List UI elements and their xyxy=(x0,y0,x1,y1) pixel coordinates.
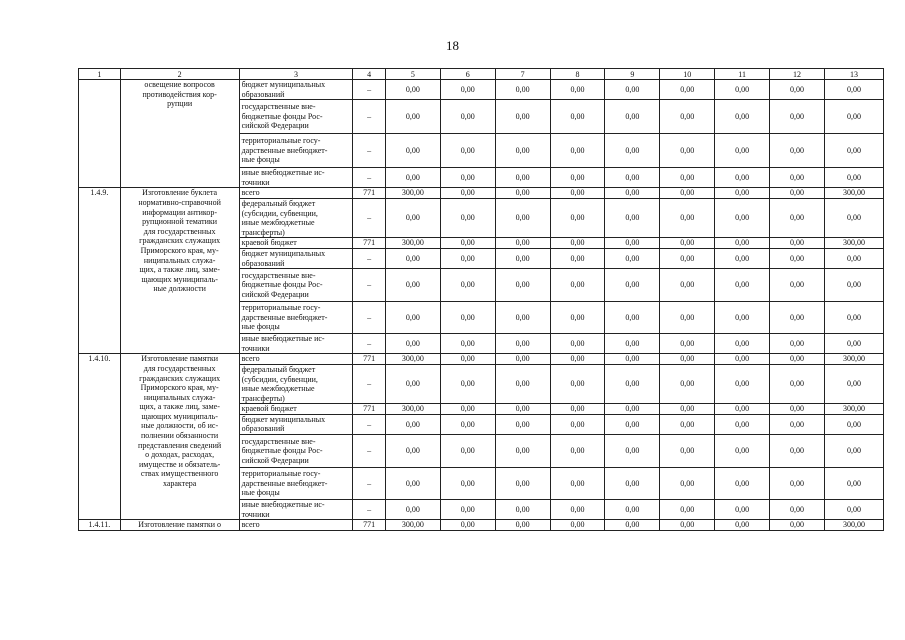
cell-value: 0,00 xyxy=(385,100,440,134)
funding-source: государственные вне- бюджетные фонды Рос- сийской Федерации xyxy=(239,100,353,134)
item-name: Изготовление памятки для государственных гражданских служащих Приморского края, му- ниципальных служа- щих, а также лиц, заме- щающих муниципаль- ные должности, об ис- полнении обязанности представления сведений о доходах, расходах, имуществе и обязатель- ствах имущественного характера xyxy=(120,354,239,520)
cell-value: 0,00 xyxy=(660,520,715,531)
cell-value: 300,00 xyxy=(824,354,883,365)
cell-value: 0,00 xyxy=(770,80,825,100)
funding-source: бюджет муниципальных образований xyxy=(239,248,353,268)
cell-value: 300,00 xyxy=(824,520,883,531)
cell-value: 0,00 xyxy=(385,248,440,268)
cell-value: 0,00 xyxy=(550,354,605,365)
cell-value: 0,00 xyxy=(660,198,715,237)
cell-value: 0,00 xyxy=(715,435,770,468)
funding-source: всего xyxy=(239,188,353,199)
cell-value: 0,00 xyxy=(605,100,660,134)
table-row xyxy=(79,188,884,199)
cell-value: 0,00 xyxy=(605,500,660,520)
cell-col4: – xyxy=(353,414,386,434)
cell-value: 0,00 xyxy=(715,188,770,199)
cell-value: 0,00 xyxy=(605,80,660,100)
cell-value: 0,00 xyxy=(550,134,605,168)
funding-source: территориальные госу- дарственные внебюджет- ные фонды xyxy=(239,302,353,334)
cell-value: 0,00 xyxy=(660,364,715,403)
cell-col4: – xyxy=(353,302,386,334)
cell-value: 0,00 xyxy=(660,269,715,302)
cell-value: 0,00 xyxy=(440,354,495,365)
cell-value: 0,00 xyxy=(495,100,550,134)
column-number: 8 xyxy=(550,69,605,80)
cell-value: 0,00 xyxy=(550,100,605,134)
cell-value: 0,00 xyxy=(715,500,770,520)
cell-value: 0,00 xyxy=(495,520,550,531)
cell-value: 0,00 xyxy=(495,198,550,237)
funding-source: территориальные госу- дарственные внебюджет- ные фонды xyxy=(239,468,353,500)
cell-value: 0,00 xyxy=(550,168,605,188)
cell-value: 0,00 xyxy=(824,269,883,302)
cell-value: 0,00 xyxy=(660,404,715,415)
cell-value: 300,00 xyxy=(385,238,440,249)
cell-value: 0,00 xyxy=(605,520,660,531)
funding-source: всего xyxy=(239,354,353,365)
cell-col4: 771 xyxy=(353,238,386,249)
cell-value: 0,00 xyxy=(770,334,825,354)
cell-value: 0,00 xyxy=(495,334,550,354)
cell-value: 0,00 xyxy=(495,364,550,403)
cell-col4: – xyxy=(353,134,386,168)
item-code: 1.4.11. xyxy=(79,520,121,531)
cell-value: 0,00 xyxy=(770,188,825,199)
cell-value: 0,00 xyxy=(715,100,770,134)
cell-value: 0,00 xyxy=(660,100,715,134)
cell-value: 0,00 xyxy=(550,404,605,415)
cell-value: 0,00 xyxy=(440,80,495,100)
cell-col4: – xyxy=(353,80,386,100)
cell-col4: 771 xyxy=(353,188,386,199)
page-number: 18 xyxy=(446,38,459,53)
cell-value: 0,00 xyxy=(440,302,495,334)
funding-source: территориальные госу- дарственные внебюджет- ные фонды xyxy=(239,134,353,168)
cell-value: 0,00 xyxy=(660,302,715,334)
funding-source: иные внебюджетные ис- точники xyxy=(239,334,353,354)
cell-value: 0,00 xyxy=(770,302,825,334)
funding-source: государственные вне- бюджетные фонды Рос- сийской Федерации xyxy=(239,269,353,302)
cell-value: 0,00 xyxy=(495,354,550,365)
cell-value: 0,00 xyxy=(770,238,825,249)
cell-value: 0,00 xyxy=(715,404,770,415)
cell-value: 0,00 xyxy=(770,500,825,520)
cell-value: 0,00 xyxy=(660,354,715,365)
cell-value: 0,00 xyxy=(824,80,883,100)
cell-value: 0,00 xyxy=(660,238,715,249)
column-number: 6 xyxy=(440,69,495,80)
cell-value: 300,00 xyxy=(824,404,883,415)
cell-value: 0,00 xyxy=(770,468,825,500)
cell-value: 0,00 xyxy=(550,302,605,334)
cell-value: 0,00 xyxy=(550,198,605,237)
cell-value: 300,00 xyxy=(385,404,440,415)
funding-source: государственные вне- бюджетные фонды Рос- сийской Федерации xyxy=(239,435,353,468)
cell-value: 300,00 xyxy=(385,188,440,199)
cell-col4: – xyxy=(353,435,386,468)
cell-value: 0,00 xyxy=(385,134,440,168)
funding-source: всего xyxy=(239,520,353,531)
cell-value: 0,00 xyxy=(824,414,883,434)
cell-value: 0,00 xyxy=(824,302,883,334)
cell-value: 0,00 xyxy=(385,334,440,354)
cell-value: 0,00 xyxy=(440,248,495,268)
cell-value: 0,00 xyxy=(550,248,605,268)
cell-value: 0,00 xyxy=(770,134,825,168)
cell-value: 0,00 xyxy=(605,269,660,302)
cell-value: 0,00 xyxy=(770,414,825,434)
cell-value: 0,00 xyxy=(824,248,883,268)
cell-value: 0,00 xyxy=(385,269,440,302)
cell-value: 0,00 xyxy=(605,238,660,249)
cell-value: 300,00 xyxy=(824,238,883,249)
cell-value: 0,00 xyxy=(440,364,495,403)
cell-value: 0,00 xyxy=(605,414,660,434)
funding-source: федеральный бюджет (субсидии, субвенции, иные межбюджетные трансферты) xyxy=(239,198,353,237)
cell-col4: – xyxy=(353,168,386,188)
cell-value: 0,00 xyxy=(385,198,440,237)
cell-value: 0,00 xyxy=(770,354,825,365)
column-number: 12 xyxy=(770,69,825,80)
cell-value: 0,00 xyxy=(550,364,605,403)
cell-value: 0,00 xyxy=(495,168,550,188)
funding-source: бюджет муниципальных образований xyxy=(239,80,353,100)
cell-value: 0,00 xyxy=(495,134,550,168)
cell-value: 0,00 xyxy=(550,269,605,302)
cell-value: 0,00 xyxy=(605,168,660,188)
column-number: 13 xyxy=(824,69,883,80)
cell-value: 0,00 xyxy=(660,168,715,188)
cell-value: 0,00 xyxy=(440,269,495,302)
cell-value: 0,00 xyxy=(605,248,660,268)
column-number: 1 xyxy=(79,69,121,80)
cell-value: 0,00 xyxy=(495,188,550,199)
cell-value: 0,00 xyxy=(660,500,715,520)
cell-value: 0,00 xyxy=(715,134,770,168)
cell-value: 0,00 xyxy=(440,468,495,500)
item-code: 1.4.9. xyxy=(79,188,121,354)
cell-value: 0,00 xyxy=(495,302,550,334)
cell-col4: – xyxy=(353,334,386,354)
column-number: 7 xyxy=(495,69,550,80)
cell-value: 0,00 xyxy=(605,364,660,403)
cell-value: 0,00 xyxy=(824,134,883,168)
cell-value: 0,00 xyxy=(550,500,605,520)
cell-value: 0,00 xyxy=(824,334,883,354)
cell-value: 0,00 xyxy=(385,80,440,100)
cell-value: 0,00 xyxy=(550,520,605,531)
cell-value: 0,00 xyxy=(824,198,883,237)
item-code xyxy=(79,80,121,188)
cell-value: 0,00 xyxy=(440,238,495,249)
cell-value: 0,00 xyxy=(770,364,825,403)
cell-value: 0,00 xyxy=(715,364,770,403)
cell-value: 0,00 xyxy=(715,269,770,302)
cell-value: 0,00 xyxy=(385,500,440,520)
cell-value: 0,00 xyxy=(770,248,825,268)
cell-value: 0,00 xyxy=(660,435,715,468)
table-body xyxy=(79,69,884,531)
cell-value: 0,00 xyxy=(770,100,825,134)
cell-value: 0,00 xyxy=(715,468,770,500)
cell-value: 0,00 xyxy=(660,414,715,434)
column-number-row xyxy=(79,69,884,80)
cell-value: 0,00 xyxy=(715,414,770,434)
cell-value: 0,00 xyxy=(770,198,825,237)
cell-value: 0,00 xyxy=(605,468,660,500)
cell-col4: – xyxy=(353,198,386,237)
funding-source: краевой бюджет xyxy=(239,238,353,249)
cell-value: 0,00 xyxy=(605,188,660,199)
item-name: Изготовление буклета нормативно-справочной информации антикор- рупционной тематики для государственных гражданских служащих Приморского края, му- ниципальных служа- щих, а также лиц, заме- щающих муниципаль- ные должности xyxy=(120,188,239,354)
cell-value: 0,00 xyxy=(605,302,660,334)
cell-value: 0,00 xyxy=(660,248,715,268)
cell-value: 0,00 xyxy=(715,238,770,249)
cell-value: 0,00 xyxy=(440,188,495,199)
item-code: 1.4.10. xyxy=(79,354,121,520)
cell-col4: 771 xyxy=(353,520,386,531)
cell-value: 0,00 xyxy=(440,404,495,415)
cell-value: 0,00 xyxy=(770,168,825,188)
cell-value: 300,00 xyxy=(385,520,440,531)
cell-value: 0,00 xyxy=(550,435,605,468)
funding-source: иные внебюджетные ис- точники xyxy=(239,168,353,188)
cell-col4: – xyxy=(353,248,386,268)
column-number: 5 xyxy=(385,69,440,80)
cell-value: 0,00 xyxy=(385,414,440,434)
cell-value: 0,00 xyxy=(495,435,550,468)
cell-value: 0,00 xyxy=(605,354,660,365)
cell-value: 0,00 xyxy=(495,404,550,415)
table-row xyxy=(79,354,884,365)
funding-source: бюджет муниципальных образований xyxy=(239,414,353,434)
cell-value: 0,00 xyxy=(550,238,605,249)
cell-value: 0,00 xyxy=(715,302,770,334)
cell-col4: 771 xyxy=(353,354,386,365)
cell-value: 0,00 xyxy=(385,302,440,334)
cell-value: 0,00 xyxy=(550,468,605,500)
column-number: 2 xyxy=(120,69,239,80)
cell-col4: – xyxy=(353,500,386,520)
cell-value: 0,00 xyxy=(440,168,495,188)
cell-value: 0,00 xyxy=(495,238,550,249)
column-number: 11 xyxy=(715,69,770,80)
cell-value: 0,00 xyxy=(385,168,440,188)
cell-value: 0,00 xyxy=(605,334,660,354)
column-number: 4 xyxy=(353,69,386,80)
cell-value: 0,00 xyxy=(715,80,770,100)
cell-value: 0,00 xyxy=(495,269,550,302)
cell-value: 0,00 xyxy=(440,500,495,520)
column-number: 10 xyxy=(660,69,715,80)
cell-value: 0,00 xyxy=(660,188,715,199)
cell-value: 0,00 xyxy=(824,500,883,520)
cell-value: 0,00 xyxy=(770,520,825,531)
cell-value: 0,00 xyxy=(385,435,440,468)
cell-value: 0,00 xyxy=(770,269,825,302)
cell-value: 0,00 xyxy=(824,435,883,468)
column-number: 3 xyxy=(239,69,353,80)
cell-value: 0,00 xyxy=(495,468,550,500)
cell-value: 0,00 xyxy=(660,334,715,354)
cell-value: 0,00 xyxy=(715,198,770,237)
funding-source: федеральный бюджет (субсидии, субвенции, иные межбюджетные трансферты) xyxy=(239,364,353,403)
cell-value: 0,00 xyxy=(440,100,495,134)
funding-source: иные внебюджетные ис- точники xyxy=(239,500,353,520)
funding-source: краевой бюджет xyxy=(239,404,353,415)
cell-value: 0,00 xyxy=(550,188,605,199)
cell-value: 0,00 xyxy=(715,354,770,365)
cell-value: 0,00 xyxy=(715,334,770,354)
cell-value: 0,00 xyxy=(440,414,495,434)
cell-value: 0,00 xyxy=(440,520,495,531)
cell-value: 300,00 xyxy=(824,188,883,199)
cell-value: 0,00 xyxy=(550,334,605,354)
cell-value: 0,00 xyxy=(660,80,715,100)
item-name: Изготовление памятки о xyxy=(120,520,239,531)
cell-value: 0,00 xyxy=(605,435,660,468)
cell-col4: – xyxy=(353,364,386,403)
table-row xyxy=(79,520,884,531)
cell-value: 0,00 xyxy=(824,168,883,188)
cell-value: 0,00 xyxy=(660,134,715,168)
cell-value: 0,00 xyxy=(550,80,605,100)
cell-col4: – xyxy=(353,269,386,302)
cell-value: 0,00 xyxy=(715,248,770,268)
cell-value: 0,00 xyxy=(440,198,495,237)
item-name: освещение вопросов противодействия кор- рупции xyxy=(120,80,239,188)
column-number: 9 xyxy=(605,69,660,80)
cell-value: 300,00 xyxy=(385,354,440,365)
cell-value: 0,00 xyxy=(605,134,660,168)
cell-value: 0,00 xyxy=(605,404,660,415)
cell-col4: – xyxy=(353,468,386,500)
cell-value: 0,00 xyxy=(824,100,883,134)
cell-value: 0,00 xyxy=(550,414,605,434)
cell-value: 0,00 xyxy=(660,468,715,500)
cell-value: 0,00 xyxy=(715,520,770,531)
cell-value: 0,00 xyxy=(770,435,825,468)
cell-value: 0,00 xyxy=(824,468,883,500)
table-row xyxy=(79,80,884,100)
cell-value: 0,00 xyxy=(385,364,440,403)
cell-value: 0,00 xyxy=(770,404,825,415)
cell-value: 0,00 xyxy=(440,334,495,354)
cell-value: 0,00 xyxy=(495,500,550,520)
cell-value: 0,00 xyxy=(495,248,550,268)
budget-table xyxy=(78,68,884,531)
cell-value: 0,00 xyxy=(495,80,550,100)
cell-value: 0,00 xyxy=(440,435,495,468)
cell-value: 0,00 xyxy=(605,198,660,237)
cell-value: 0,00 xyxy=(385,468,440,500)
cell-value: 0,00 xyxy=(824,364,883,403)
cell-col4: 771 xyxy=(353,404,386,415)
cell-value: 0,00 xyxy=(715,168,770,188)
cell-value: 0,00 xyxy=(440,134,495,168)
cell-value: 0,00 xyxy=(495,414,550,434)
cell-col4: – xyxy=(353,100,386,134)
